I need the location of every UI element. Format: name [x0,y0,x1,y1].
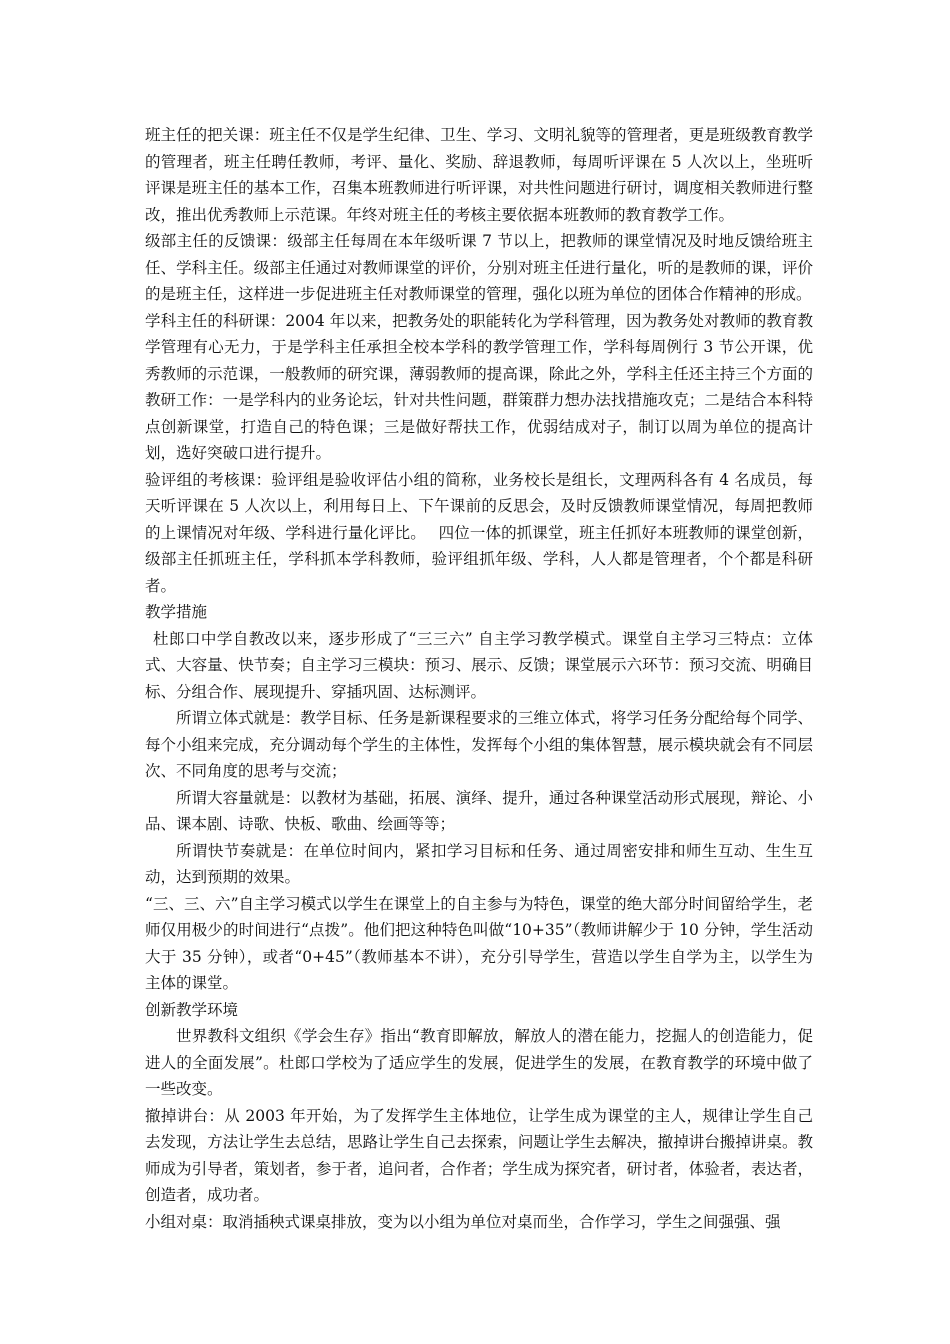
paragraph-grade-director-feedback: 级部主任的反馈课：级部主任每周在本年级听课 7 节以上，把教师的课堂情况及时地反馈给班主任、学科主任。级部主任通过对教师课堂的评价，分别对班主任进行量化，听的是教师的课，评价的是班主任，这样进一步促进班主任对教师课堂的管理，强化以班为单位的团体合作精神的形成。 [145,232,813,303]
paragraph-evaluation-group: 验评组的考核课：验评组是验收评估小组的简称，业务校长是组长，文理两科各有 4 名成员，每天听评课在 5 人次以上，利用每日上、下午课前的反思会，及时反馈教师课堂情况，每周把教师的上课情况对年级、学科进行量化评比。 四位一体的抓课堂，班主任抓好本班教师的课堂创新，级部主任抓班主任，学科抓本学科教师，验评组抓年级、学科，人人都是管理者，个个都是科研者。 [145,470,813,595]
paragraph-unesco-quote: 世界教科文组织《学会生存》指出“教育即解放，解放人的潜在能力，挖掘人的创造能力，促进人的全面发展”。杜郎口学校为了适应学生的发展，促进学生的发展，在教育教学的环境中做了一些改变。 [145,1027,813,1098]
heading-innovative-environment: 创新教学环境 [145,1000,239,1019]
paragraph-student-participation: “三、三、六”自主学习模式以学生在课堂上的自主参与为特色，课堂的绝大部分时间留给学生，老师仅用极少的时间进行“点拨”。他们把这种特色叫做“10+35”（教师讲解少于 10 分钟，学生活动大于 35 分钟），或者“0+45”（教师基本不讲），充分引导学生，营造以学生自学为主，以学生为主体的课堂。 [145,894,813,992]
paragraph-336-model: 杜郎口中学自教改以来，逐步形成了“三三六” 自主学习教学模式。课堂自主学习三特点：立体式、大容量、快节奏；自主学习三模块：预习、展示、反馈；课堂展示六环节：预习交流、明确目标、分组合作、展现提升、穿插巩固、达标测评。 [145,629,813,701]
document-body [145,122,813,1235]
paragraph-subject-director-research: 学科主任的科研课：2004 年以来，把教务处的职能转化为学科管理，因为教务处对教师的教育教学管理有心无力，于是学科主任承担全校本学科的教学管理工作，学科每周例行 3 节公开课，优秀教师的示范课，一般教师的研究课，薄弱教师的提高课，除此之外，学科主任还主持三个方面的教研工作：一是学科内的业务论坛，针对共性问题，群策群力想办法找措施攻克；二是结合本科特点创新课堂，打造自己的特色课；三是做好帮扶工作，优弱结成对子，制订以周为单位的提高计划，选好突破口进行提升。 [145,311,813,462]
paragraph-class-teacher-review: 班主任的把关课：班主任不仅是学生纪律、卫生、学习、文明礼貌等的管理者，更是班级教育教学的管理者，班主任聘任教师，考评、量化、奖励、辞退教师，每周听评课在 5 人次以上，坐班听评课是班主任的基本工作，召集本班教师进行听评课，对共性问题进行研讨，调度相关教师进行整改，推出优秀教师上示范课。年终对班主任的考核主要依据本班教师的教育教学工作。 [145,126,813,224]
paragraph-large-capacity: 所谓大容量就是：以教材为基础，拓展、演绎、提升，通过各种课堂活动形式展现，辩论、小品、课本剧、诗歌、快板、歌曲、绘画等等； [145,788,813,833]
paragraph-three-dimensional: 所谓立体式就是：教学目标、任务是新课程要求的三维立体式，将学习任务分配给每个同学、每个小组来完成，充分调动每个学生的主体性，发挥每个小组的集体智慧，展示模块就会有不同层次、不同角度的思考与交流； [145,709,813,780]
paragraph-remove-podium: 撤掉讲台：从 2003 年开始，为了发挥学生主体地位，让学生成为课堂的主人，规律让学生自己去发现，方法让学生去总结，思路让学生自己去探索，问题让学生去解决，撤掉讲台搬掉讲桌。教师成为引导者，策划者，参于者，追问者，合作者；学生成为探究者，研讨者，体验者，表达者，创造者，成功者。 [145,1106,813,1204]
paragraph-fast-pace: 所谓快节奏就是：在单位时间内，紧扣学习目标和任务、通过周密安排和师生互动、生生互动，达到预期的效果。 [145,841,813,886]
heading-teaching-measures: 教学措施 [145,603,208,621]
paragraph-group-desks: 小组对桌：取消插秧式课桌排放，变为以小组为单位对桌而坐，合作学习，学生之间强强、强 [145,1212,781,1231]
